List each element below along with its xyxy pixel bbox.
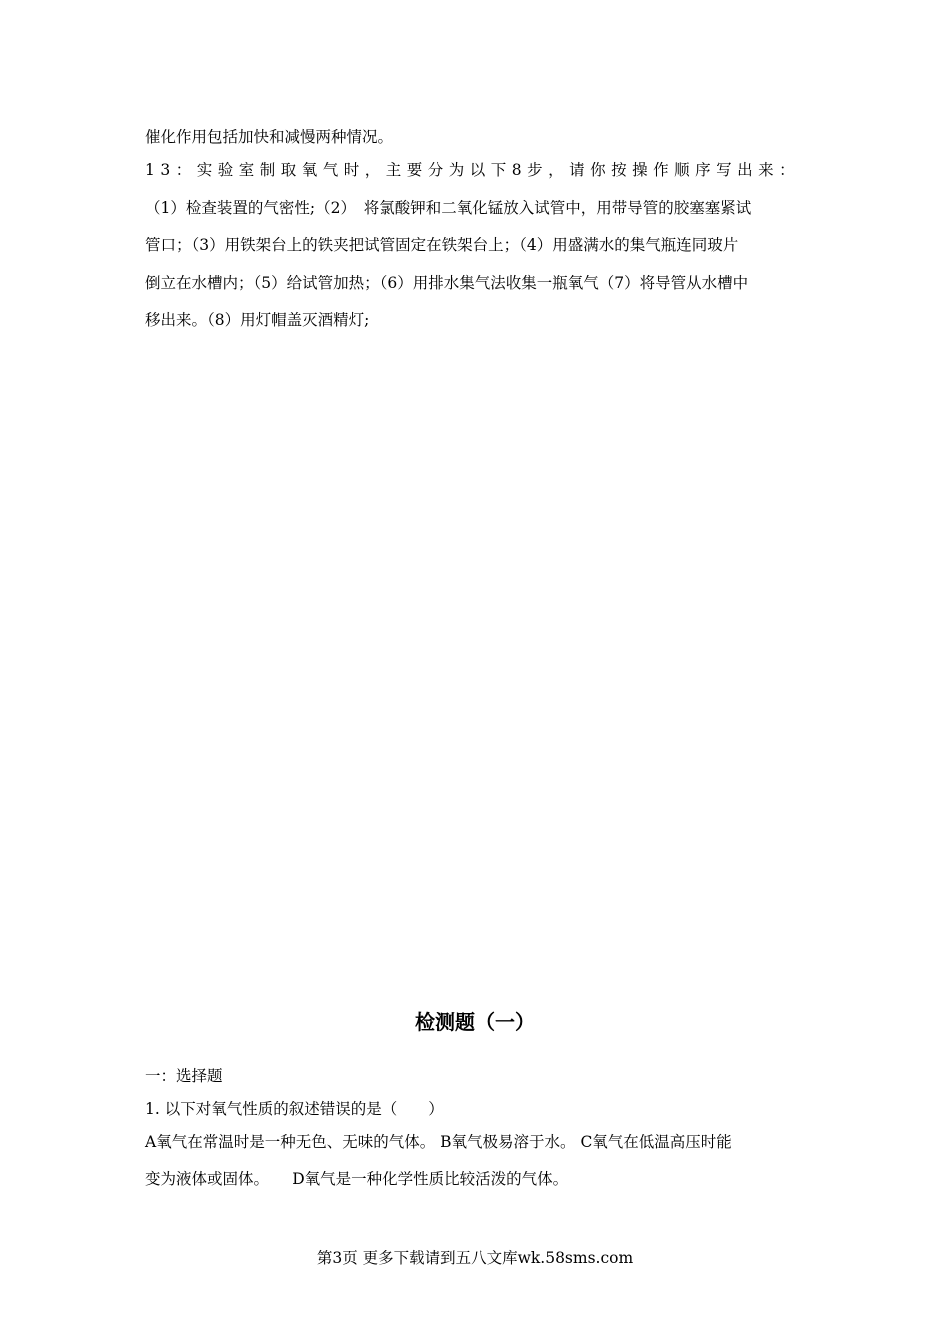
page-title: 检测题（一） xyxy=(415,1010,535,1034)
question-1-options-line-1: A氧气在常温时是一种无色、无味的气体。 B氧气极易溶于水。 C氧气在低温高压时能 xyxy=(145,1133,732,1151)
question-1-stem: 1. 以下对氧气性质的叙述错误的是（ ） xyxy=(145,1100,444,1118)
question-13-line-2: （1）检查装置的气密性;（2） 将氯酸钾和二氧化锰放入试管中，用带导管的胶塞塞紧试 xyxy=(145,199,752,217)
section-heading: 一：选择题 xyxy=(145,1067,223,1085)
question-13-line-3: 管口；（3）用铁架台上的铁夹把试管固定在铁架台上；（4）用盛满水的集气瓶连同玻片 xyxy=(145,236,739,254)
question-13-line-5: 移出来。（8）用灯帽盖灭酒精灯; xyxy=(145,311,370,329)
question-13-line-1 xyxy=(145,160,807,180)
question-13-line-4: 倒立在水槽内；（5）给试管加热；（6）用排水集气法收集一瓶氧气（7）将导管从水槽中 xyxy=(145,274,749,292)
question-1-options-line-2: 变为液体或固体。 D氧气是一种化学性质比较活泼的气体。 xyxy=(145,1170,569,1188)
text-line-catalysis: 催化作用包括加快和减慢两种情况。 xyxy=(145,128,394,146)
page-footer: 第3页 更多下载请到五八文库wk.58sms.com xyxy=(316,1249,634,1267)
q13-spaced-text: 13：实验室制取氧气时，主要分为以下8步，请你按操作顺序写出来： xyxy=(145,161,801,179)
